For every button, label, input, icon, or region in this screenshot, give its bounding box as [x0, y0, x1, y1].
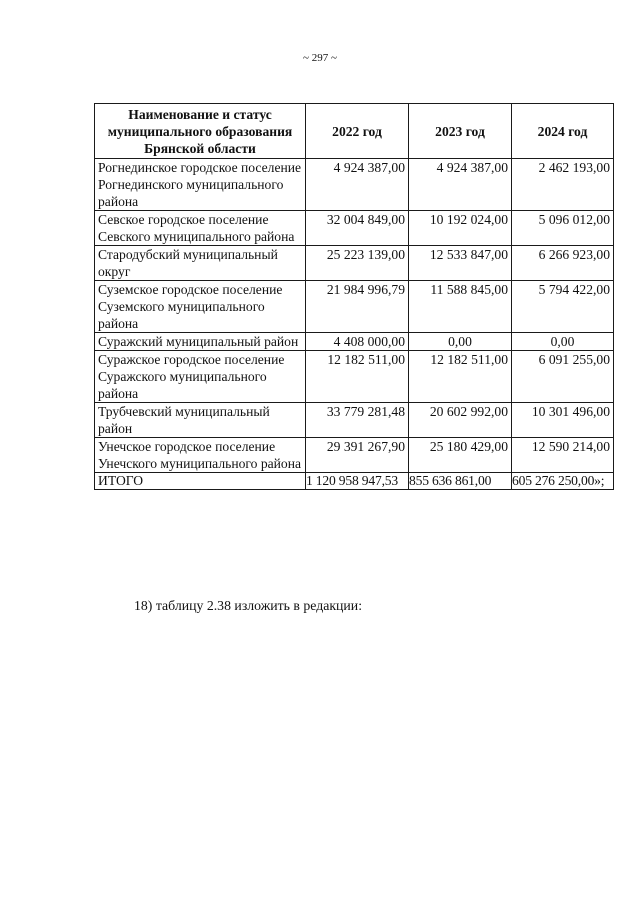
header-2022: 2022 год	[306, 104, 409, 159]
row-value-2023: 12 533 847,00	[409, 246, 512, 281]
row-value-2024: 10 301 496,00	[512, 403, 614, 438]
row-name: Унечское городское поселение Унечского муниципального района	[95, 438, 306, 473]
header-2024: 2024 год	[512, 104, 614, 159]
row-value-2022: 12 182 511,00	[306, 351, 409, 403]
row-value-2024: 6 266 923,00	[512, 246, 614, 281]
table-row	[95, 281, 614, 333]
table-row	[95, 211, 614, 246]
row-value-2022: 25 223 139,00	[306, 246, 409, 281]
table-row	[95, 246, 614, 281]
total-value-2022: 1 120 958 947,53	[306, 473, 409, 490]
row-value-2022: 29 391 267,90	[306, 438, 409, 473]
row-value-2023: 4 924 387,00	[409, 159, 512, 211]
row-name: Суземское городское поселение Суземского муниципального района	[95, 281, 306, 333]
row-name: Суражский муниципальный район	[95, 333, 306, 351]
table-row	[95, 159, 614, 211]
row-value-2023: 20 602 992,00	[409, 403, 512, 438]
row-value-2023: 25 180 429,00	[409, 438, 512, 473]
row-value-2024: 5 096 012,00	[512, 211, 614, 246]
row-name: Трубчевский муниципальный район	[95, 403, 306, 438]
budget-table	[94, 103, 614, 490]
table-total-row	[95, 473, 614, 490]
total-value-2024: 605 276 250,00»;	[512, 473, 614, 490]
instruction-paragraph: 18) таблицу 2.38 изложить в редакции:	[134, 598, 363, 613]
table-row	[95, 333, 614, 351]
row-value-2022: 4 924 387,00	[306, 159, 409, 211]
header-2023: 2023 год	[409, 104, 512, 159]
table-row	[95, 403, 614, 438]
header-name: Наименование и статус муниципального образования Брянской области	[95, 104, 306, 159]
row-value-2022: 33 779 281,48	[306, 403, 409, 438]
table-row	[95, 438, 614, 473]
table-header-row	[95, 104, 614, 159]
row-value-2022: 4 408 000,00	[306, 333, 409, 351]
table-row	[95, 351, 614, 403]
total-value-2023: 855 636 861,00	[409, 473, 512, 490]
row-value-2022: 21 984 996,79	[306, 281, 409, 333]
total-label: ИТОГО	[95, 473, 306, 490]
row-value-2023: 0,00	[409, 333, 512, 351]
row-name: Севское городское поселение Севского муниципального района	[95, 211, 306, 246]
row-value-2022: 32 004 849,00	[306, 211, 409, 246]
row-value-2024: 6 091 255,00	[512, 351, 614, 403]
row-value-2023: 10 192 024,00	[409, 211, 512, 246]
row-value-2024: 12 590 214,00	[512, 438, 614, 473]
row-value-2024: 2 462 193,00	[512, 159, 614, 211]
row-value-2024: 0,00	[512, 333, 614, 351]
row-value-2024: 5 794 422,00	[512, 281, 614, 333]
row-name: Суражское городское поселение Суражского муниципального района	[95, 351, 306, 403]
row-value-2023: 12 182 511,00	[409, 351, 512, 403]
page-number: ~ 297 ~	[303, 52, 337, 64]
row-name: Стародубский муниципальный округ	[95, 246, 306, 281]
row-value-2023: 11 588 845,00	[409, 281, 512, 333]
row-name: Рогнединское городское поселение Рогнединского муниципального района	[95, 159, 306, 211]
